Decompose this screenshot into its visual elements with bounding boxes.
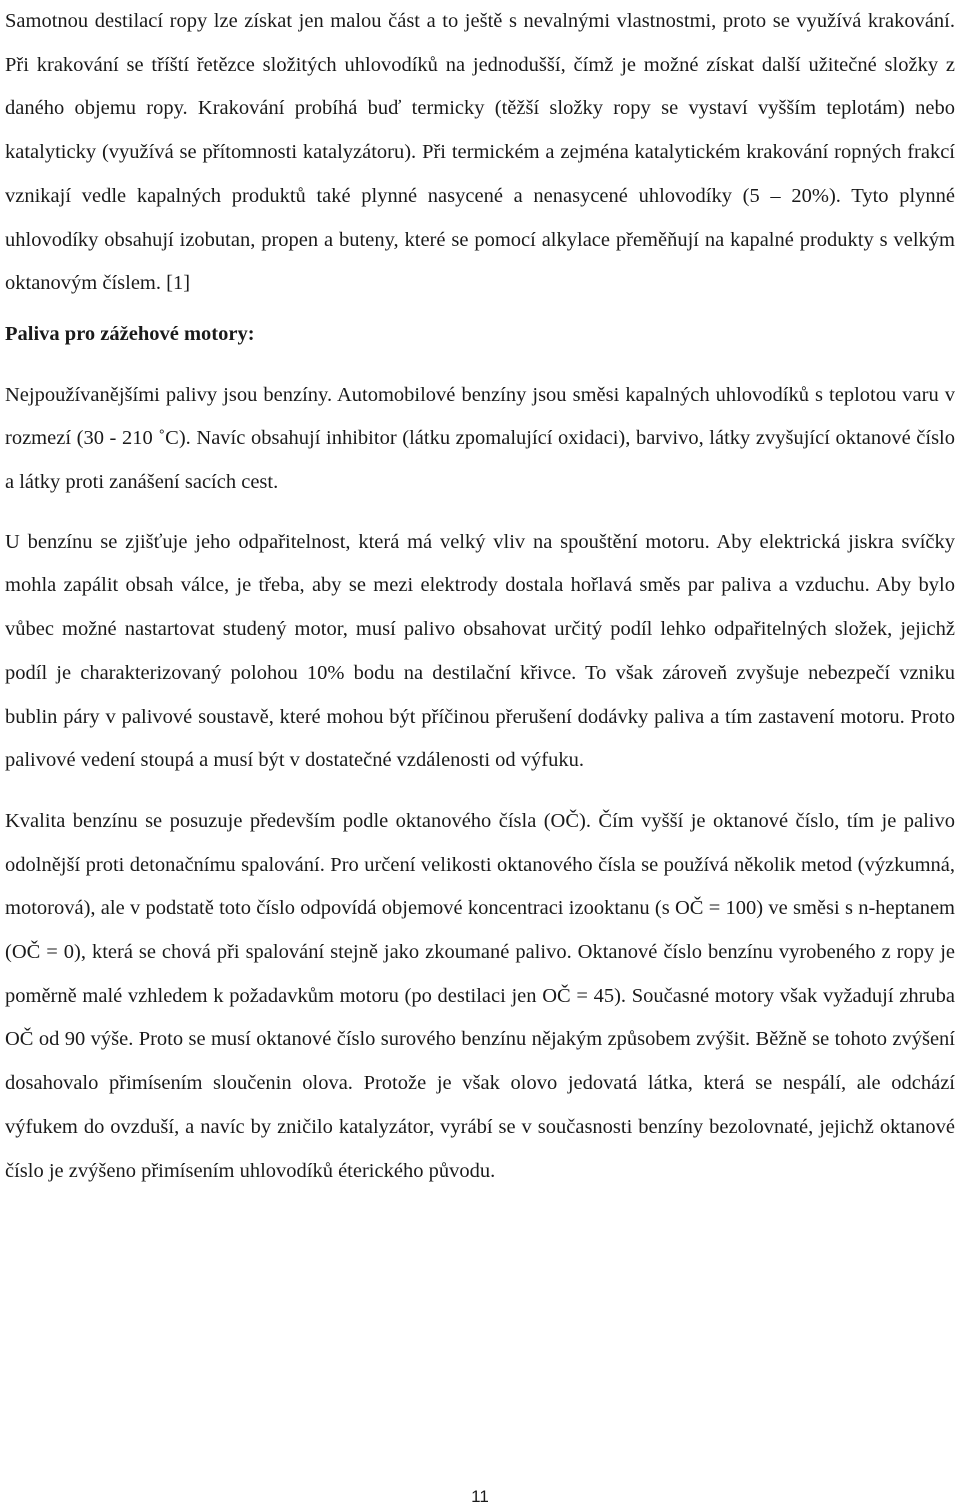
page-number: 11 [471,1487,489,1506]
paragraph-octane-number: Kvalita benzínu se posuzuje především podle oktanového čísla (OČ). Čím vyšší je oktanové číslo, tím je palivo odolnější proti detonačnímu spalování. Pro určení velikosti oktanového čísla se používá několik metod (výzkumná, motorová), ale v podstatě toto číslo odpovídá objemové koncentraci izooktanu (s OČ = 100) ve směsi s n-heptanem (OČ = 0), která se chová při spalování stejně jako zkoumané palivo. Oktanové číslo benzínu vyrobeného z ropy je poměrně malé vzhledem k požadavkům motoru (po destilaci jen OČ = 45). Současné motory však vyžadují zhruba OČ od 90 výše. Proto se musí oktanové číslo surového benzínu nějakým způsobem zvýšit. Běžně se tohoto zvýšení dosahovalo přimísením sloučenin olova. Protože je však olovo jedovatá látka, která se nespálí, ale odchází výfukem do ovzduší, a navíc by zničilo katalyzátor, vyrábí se v současnosti benzíny bezolovnaté, jejichž oktanové číslo je zvýšeno přimísením uhlovodíků éterického původu. [5,809,955,1182]
paragraph-cracking: Samotnou destilací ropy lze získat jen malou část a to ještě s nevalnými vlastnostmi, proto se využívá krakování. Při krakování se tříští řetězce složitých uhlovodíků na jednodušší, čímž je možné získat další užitečné složky z daného objemu ropy. Krakování probíhá buď termicky (těžší složky ropy se vystaví vyšším teplotám) nebo katalyticky (využívá se přítomnosti katalyzátoru). Při termickém a zejména katalytickém krakování ropných frakcí vznikají vedle kapalných produktů také plynné nasycené a nenasycené uhlovodíky (5 – 20%). Tyto plynné uhlovodíky obsahují izobutan, propen a buteny, které se pomocí alkylace přeměňují na kapalné produkty s velkým oktanovým číslem. [1] [5,10,955,295]
section-heading-fuels: Paliva pro zážehové motory: [5,322,255,345]
paragraph-volatility: U benzínu se zjišťuje jeho odpařitelnost, která má velký vliv na spouštění motoru. Aby elektrická jiskra svíčky mohla zapálit obsah válce, je třeba, aby se mezi elektrody dostala hořlavá směs par paliva a vzduchu. Aby bylo vůbec možné nastartovat studený motor, musí palivo obsahovat určitý podíl lehko odpařitelných složek, jejichž podíl je charakterizovaný polohou 10% bodu na destilační křivce. To však zároveň zvyšuje nebezpečí vzniku bublin páry v palivové soustavě, které mohou být příčinou přerušení dodávky paliva a tím zastavení motoru. Proto palivové vedení stoupá a musí být v dostatečné vzdálenosti od výfuku. [5,530,955,772]
document-page [5,0,955,1193]
paragraph-gasoline-composition: Nejpoužívanějšími palivy jsou benzíny. Automobilové benzíny jsou směsi kapalných uhlovodíků s teplotou varu v rozmezí (30 - 210 ˚C). Navíc obsahují inhibitor (látku zpomalující oxidaci), barvivo, látky zvyšující oktanové číslo a látky proti zanášení sacích cest. [5,383,955,494]
